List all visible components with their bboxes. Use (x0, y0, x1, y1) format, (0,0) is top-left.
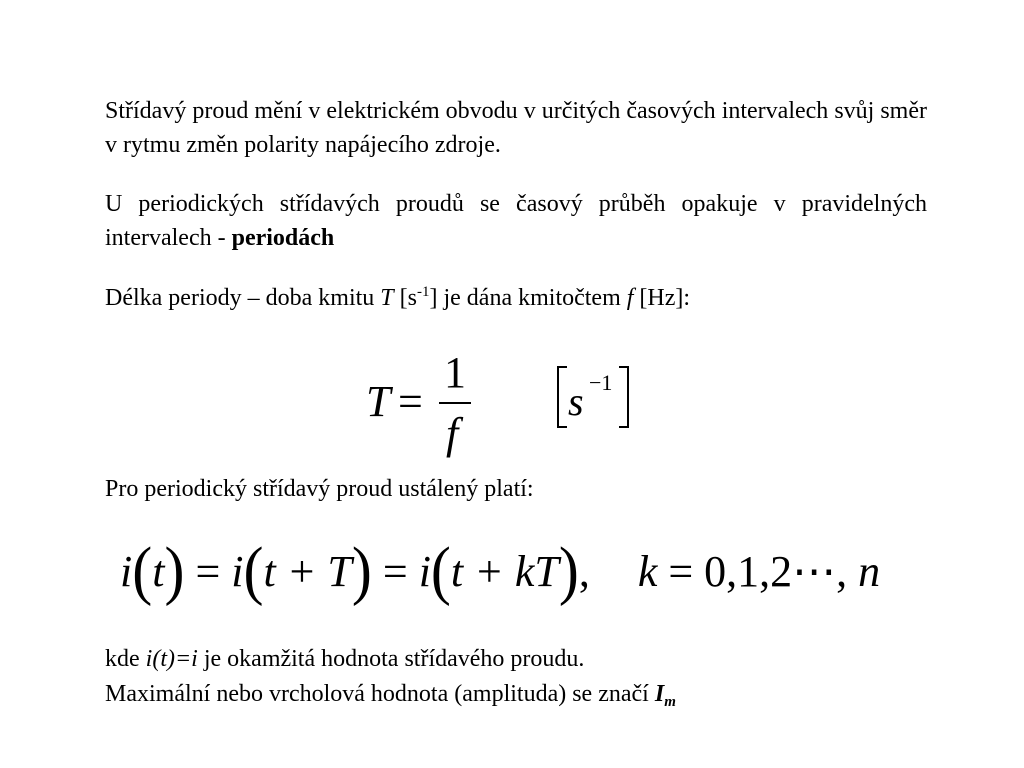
periods-term: periodách (231, 225, 335, 251)
index-n: n (858, 547, 881, 596)
equals-2: = (371, 547, 419, 596)
formula-period-denominator: f (446, 409, 459, 458)
paragraph-instantaneous-value (105, 642, 927, 676)
paragraph-alternating-current-definition: Střídavý proud mění v elektrickém obvodu v určitých časových intervalech svůj směr v rytmu změn polarity napájecího zdroje. (105, 98, 927, 158)
equals-3: = (657, 547, 705, 596)
period-length-text-a: Délka periody – doba kmitu (105, 285, 381, 311)
paragraph-periodic-current (105, 187, 927, 255)
paragraph-periodic-condition: Pro periodický střídavý proud ustálený platí: (105, 476, 534, 502)
argument-3: t + kT (450, 547, 559, 596)
ellipsis: ⋯ (792, 547, 837, 596)
period-length-text-c: ] je dána kmitočtem (429, 285, 627, 311)
equals-1: = (184, 547, 232, 596)
index-values: 0,1,2 (704, 547, 793, 596)
left-paren-3: ( (430, 533, 451, 607)
frequency-symbol: f (626, 285, 634, 311)
right-paren-2: ) (351, 533, 372, 607)
left-paren-2: ( (243, 533, 264, 607)
paragraph-periodic-current-text: U periodických střídavých proudů se časový průběh opakuje v pravidelných intervalech - (105, 191, 927, 251)
separator-comma: , (578, 547, 590, 596)
amplitude-symbol: I (654, 681, 665, 707)
left-paren-1: ( (132, 533, 153, 607)
instantaneous-text-b: je okamžitá hodnota střídavého proudu. (197, 646, 585, 672)
tail-comma: , (836, 547, 859, 596)
current-symbol-1: i (120, 547, 133, 596)
period-length-text-b: [s (393, 285, 417, 311)
formula-period-lhs: T (366, 377, 391, 426)
period-length-text-d: [Hz]: (633, 285, 691, 311)
instantaneous-symbol: i(t)=i (145, 646, 198, 672)
current-symbol-3: i (418, 547, 431, 596)
formula-periodicity (120, 533, 881, 607)
formula-period-equals: = (398, 377, 423, 426)
right-paren-1: ) (164, 533, 185, 607)
period-unit-exponent: -1 (416, 284, 430, 300)
right-paren-3: ) (558, 533, 579, 607)
instantaneous-text-a: kde (105, 646, 146, 672)
paragraph-period-length (105, 281, 927, 315)
amplitude-subscript: m (664, 694, 676, 710)
left-bracket (557, 366, 567, 428)
current-symbol-2: i (231, 547, 244, 596)
formula-period-numerator: 1 (444, 348, 466, 397)
argument-1: t (152, 547, 165, 596)
fraction-bar (439, 402, 471, 404)
index-k: k (637, 547, 658, 596)
amplitude-text: Maximální nebo vrcholová hodnota (amplituda) se značí (105, 681, 655, 707)
period-symbol: T (380, 285, 394, 311)
formula-unit-exponent: −1 (589, 370, 613, 395)
paragraph-amplitude (105, 677, 927, 711)
argument-2: t + T (263, 547, 352, 596)
formula-unit-base: s (568, 379, 584, 424)
right-bracket (619, 366, 629, 428)
